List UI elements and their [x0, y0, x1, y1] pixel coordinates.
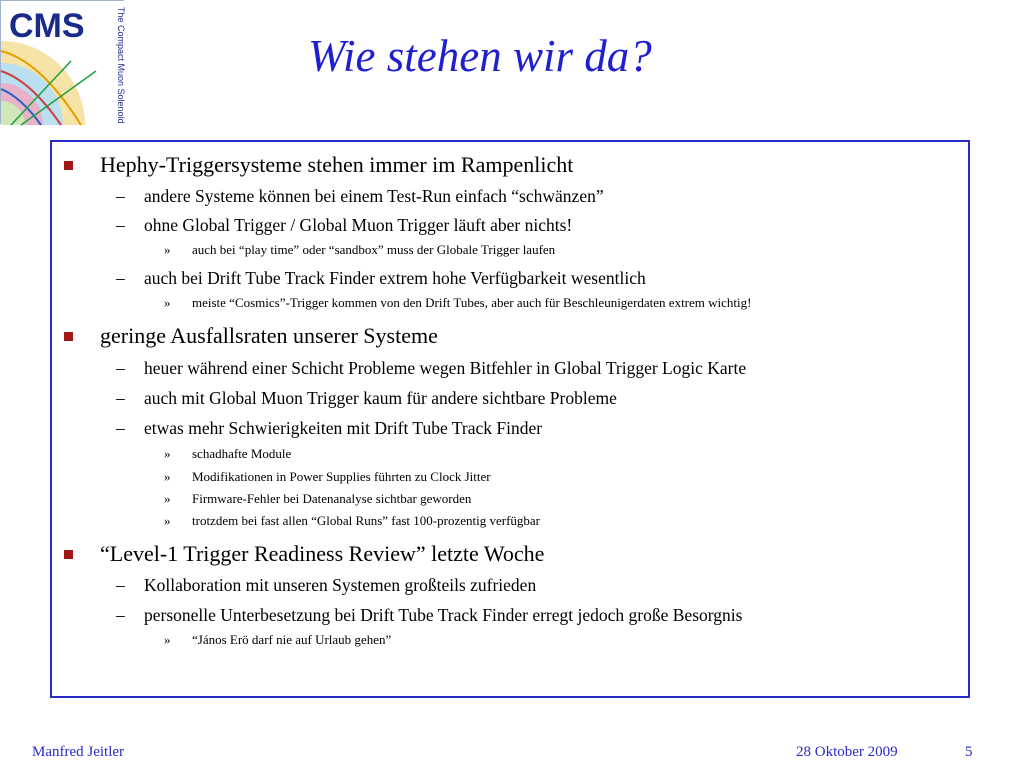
sub-sub-bullet-item — [164, 469, 491, 485]
sub-sub-bullet-item — [164, 446, 292, 462]
dash-bullet-icon: – — [116, 358, 125, 378]
sub-sub-bullet-item — [164, 295, 752, 311]
bullet-text: auch mit Global Muon Trigger kaum für andere sichtbare Probleme — [144, 388, 617, 408]
dash-bullet-icon: – — [116, 575, 125, 595]
sub-bullet-item — [116, 268, 646, 289]
footer-author: Manfred Jeitler — [32, 744, 125, 760]
sub-sub-bullet-item — [164, 242, 556, 258]
dash-bullet-icon: – — [116, 388, 125, 408]
square-bullet-icon — [64, 332, 73, 341]
sub-bullet-item — [116, 358, 747, 379]
sub-bullet-item — [116, 215, 573, 236]
bullet-text: andere Systeme können bei einem Test-Run einfach “schwänzen” — [144, 186, 604, 206]
chevron-bullet-icon: » — [164, 469, 171, 484]
dash-bullet-icon: – — [116, 215, 125, 235]
chevron-bullet-icon: » — [164, 295, 171, 310]
bullet-text: Kollaboration mit unseren Systemen großteils zufrieden — [144, 575, 537, 595]
square-bullet-icon — [64, 161, 73, 170]
bullet-text: etwas mehr Schwierigkeiten mit Drift Tube Track Finder — [144, 418, 543, 438]
chevron-bullet-icon: » — [164, 491, 171, 506]
bullet-text: meiste “Cosmics”-Trigger kommen von den Drift Tubes, aber auch für Beschleunigerdaten extrem wichtig! — [192, 295, 752, 310]
dash-bullet-icon: – — [116, 418, 125, 438]
sub-sub-bullet-item — [164, 491, 472, 507]
bullet-text: geringe Ausfallsraten unserer Systeme — [100, 323, 438, 348]
bullet-item — [100, 541, 544, 567]
sub-bullet-item — [116, 418, 543, 439]
bullet-text: schadhafte Module — [192, 446, 292, 461]
bullet-item — [100, 152, 573, 178]
sub-bullet-item — [116, 605, 743, 626]
bullet-text: auch bei Drift Tube Track Finder extrem hohe Verfügbarkeit wesentlich — [144, 268, 646, 288]
bullet-text: “János Erö darf nie auf Urlaub gehen” — [192, 632, 392, 647]
bullet-text: heuer während einer Schicht Probleme wegen Bitfehler in Global Trigger Logic Karte — [144, 358, 747, 378]
cms-logo-subtitle: The Compact Muon Solenoid — [116, 7, 126, 124]
bullet-text: Hephy-Triggersysteme stehen immer im Rampenlicht — [100, 152, 574, 177]
footer-date: 28 Oktober 2009 — [796, 744, 898, 760]
bullet-text: “Level-1 Trigger Readiness Review” letzte Woche — [100, 541, 545, 566]
content-box — [50, 140, 970, 698]
chevron-bullet-icon: » — [164, 513, 171, 528]
dash-bullet-icon: – — [116, 268, 125, 288]
sub-sub-bullet-item — [164, 513, 540, 529]
bullet-text: ohne Global Trigger / Global Muon Trigger läuft aber nichts! — [144, 215, 573, 235]
bullet-text: auch bei “play time” oder “sandbox” muss der Globale Trigger laufen — [192, 242, 556, 257]
square-bullet-icon — [64, 550, 73, 559]
bullet-text: Firmware-Fehler bei Datenanalyse sichtbar geworden — [192, 491, 472, 506]
bullet-text: Modifikationen in Power Supplies führten zu Clock Jitter — [192, 469, 491, 484]
bullet-text: personelle Unterbesetzung bei Drift Tube Track Finder erregt jedoch große Besorgnis — [144, 605, 743, 625]
chevron-bullet-icon: » — [164, 632, 171, 647]
sub-bullet-item — [116, 388, 617, 409]
footer-page-number: 5 — [965, 744, 973, 760]
chevron-bullet-icon: » — [164, 446, 171, 461]
sub-bullet-item — [116, 186, 604, 207]
dash-bullet-icon: – — [116, 605, 125, 625]
sub-sub-bullet-item — [164, 632, 392, 648]
bullet-item — [100, 323, 438, 349]
sub-bullet-item — [116, 575, 537, 596]
slide-title: Wie stehen wir da? — [308, 31, 652, 81]
chevron-bullet-icon: » — [164, 242, 171, 257]
dash-bullet-icon: – — [116, 186, 125, 206]
bullet-text: trotzdem bei fast allen “Global Runs” fast 100-prozentig verfügbar — [192, 513, 540, 528]
cms-logo-text: CMS — [9, 7, 85, 45]
